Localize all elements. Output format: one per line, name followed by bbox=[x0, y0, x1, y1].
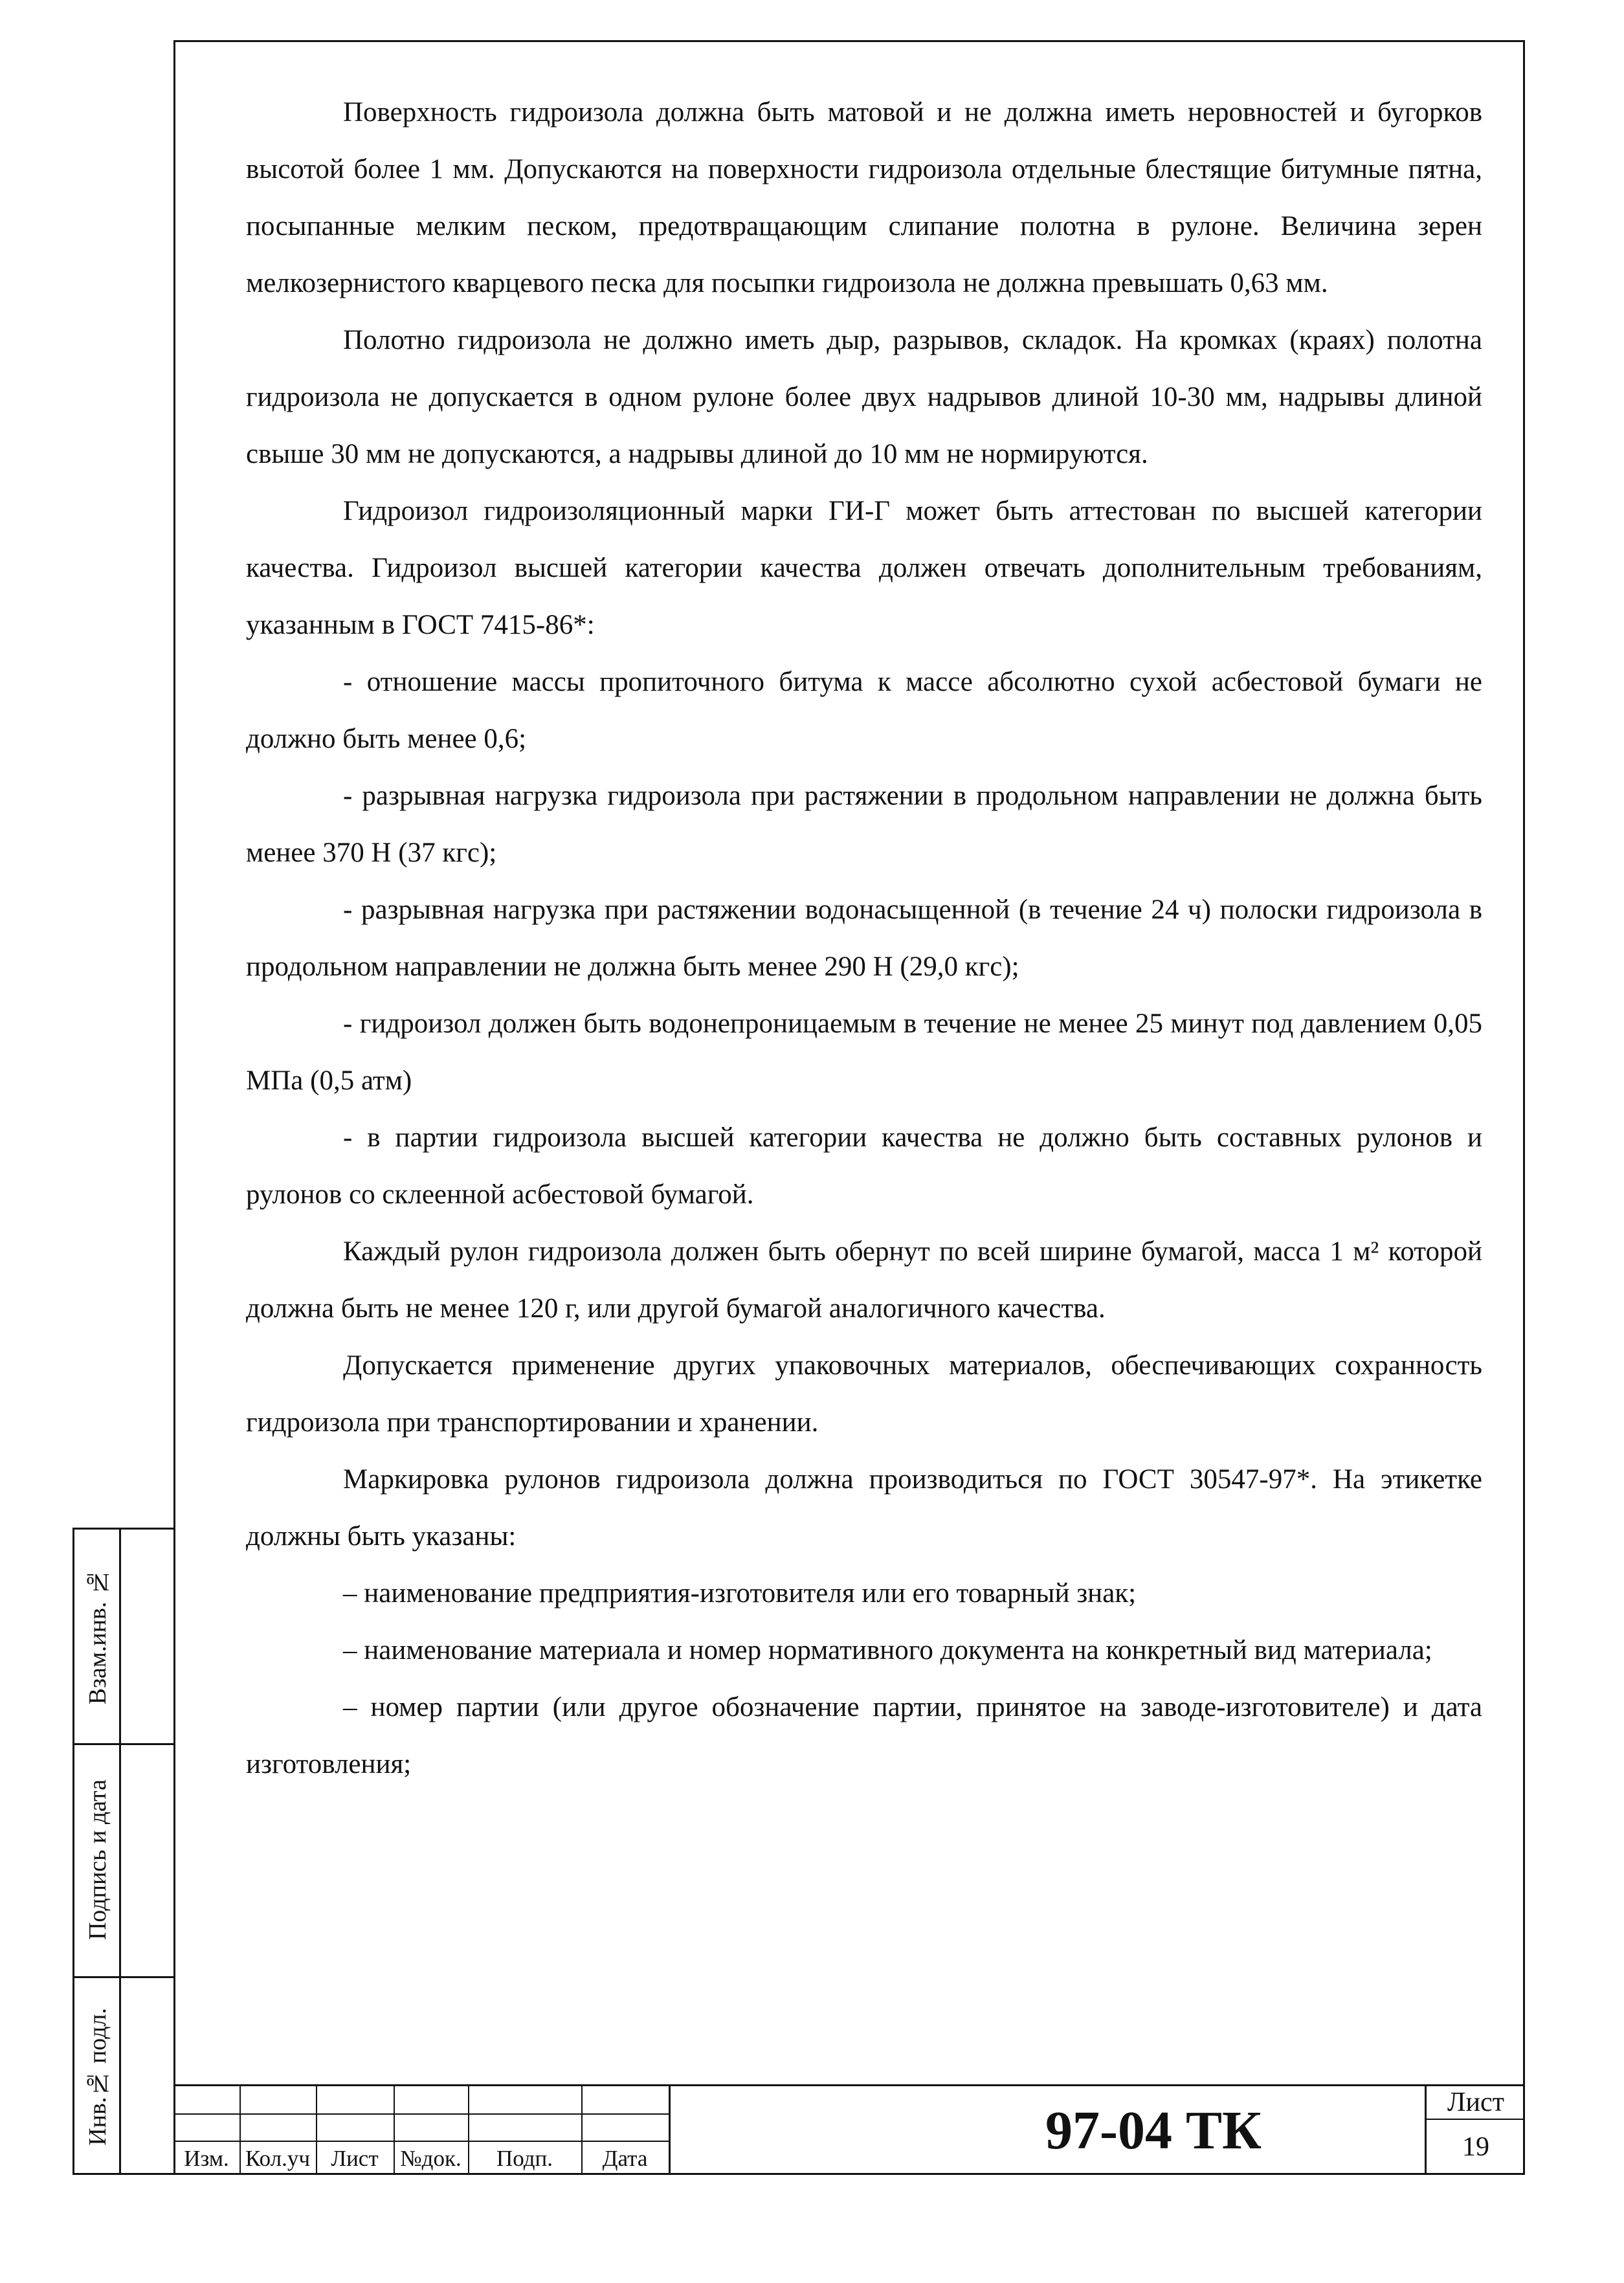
document-code: 97-04 ТК bbox=[669, 2086, 1624, 2175]
sheet-number: 19 bbox=[1462, 2132, 1489, 2162]
paragraph: Гидроизол гидроизоляционный марки ГИ-Г может быть аттестован по высшей категории качества. Гидроизол высшей категории качества должен отвечать дополнительным требованиям, указанным в ГОСТ 7415-86*: bbox=[246, 496, 1482, 640]
paragraph: – номер партии (или другое обозначение партии, принятое на заводе-изготовителе) и дата изготовления; bbox=[246, 1692, 1482, 1779]
col-data: Дата bbox=[602, 2146, 648, 2171]
paragraph: Допускается применение других упаковочных материалов, обеспечивающих сохранность гидроизола при транспортировании и хранении. bbox=[246, 1350, 1482, 1438]
col-izm: Изм. bbox=[184, 2146, 229, 2171]
paragraph: Полотно гидроизола не должно иметь дыр, разрывов, складок. На кромках (краях) полотна гидроизола не допускается в одном рулоне более двух надрывов длиной 10-30 мм, надрывы длиной свыше 30 мм не допускаются, а надрывы длиной до 10 мм не нормируются. bbox=[246, 325, 1482, 469]
paragraph: - в партии гидроизола высшей категории качества не должно быть составных рулонов и рулонов со склеенной асбестовой бумагой. bbox=[246, 1122, 1482, 1210]
col-ndok: №док. bbox=[400, 2146, 462, 2171]
paragraph: Поверхность гидроизола должна быть матовой и не должна иметь неровностей и бугорков высотой более 1 мм. Допускаются на поверхности гидроизола отдельные блестящие битумные пятна, посыпанные мелким песком, предотвращающим слипание полотна в рулоне. Величина зерен мелкозернистого кварцевого песка для посыпки гидроизола не должна превышать 0,63 мм. bbox=[246, 97, 1482, 298]
paragraph: - разрывная нагрузка гидроизола при растяжении в продольном направлении не должна быть менее 370 Н (37 кгс); bbox=[246, 781, 1482, 868]
col-podp: Подп. bbox=[496, 2146, 553, 2171]
vzam-inv-label: Взам.инв. № bbox=[84, 1568, 111, 1705]
inv-podl-label: Инв.№ подл. bbox=[84, 2007, 111, 2146]
sheet-box bbox=[1425, 2086, 1525, 2175]
col-kol-uch: Кол.уч bbox=[245, 2146, 310, 2171]
paragraph: Каждый рулон гидроизола должен быть обернут по всей ширине бумагой, масса 1 м² которой должна быть не менее 120 г, или другой бумагой аналогичного качества. bbox=[246, 1236, 1482, 1324]
side-stamp bbox=[72, 1528, 173, 2175]
paragraph: Маркировка рулонов гидроизола должна производиться по ГОСТ 30547-97*. На этикетке должны быть указаны: bbox=[246, 1464, 1482, 1552]
paragraph: – наименование материала и номер нормативного документа на конкретный вид материала; bbox=[343, 1635, 1432, 1665]
document-body bbox=[246, 84, 1482, 1793]
paragraph: – наименование предприятия-изготовителя или его товарный знак; bbox=[343, 1578, 1137, 1609]
paragraph: - разрывная нагрузка при растяжении водонасыщенной (в течение 24 ч) полоски гидроизола в продольном направлении не должна быть менее 290 Н (29,0 кгс); bbox=[246, 895, 1482, 982]
paragraph: - отношение массы пропиточного битума к массе абсолютно сухой асбестовой бумаги не должно быть менее 0,6; bbox=[246, 667, 1482, 754]
paragraph: - гидроизол должен быть водонепроницаемым в течение не менее 25 минут под давлением 0,05 МПа (0,5 атм) bbox=[246, 1008, 1482, 1096]
sheet-label: Лист bbox=[1427, 2086, 1525, 2120]
title-block bbox=[173, 2084, 1525, 2175]
col-list: Лист bbox=[331, 2146, 379, 2171]
podpis-data-label: Подпись и дата bbox=[84, 1779, 111, 1941]
